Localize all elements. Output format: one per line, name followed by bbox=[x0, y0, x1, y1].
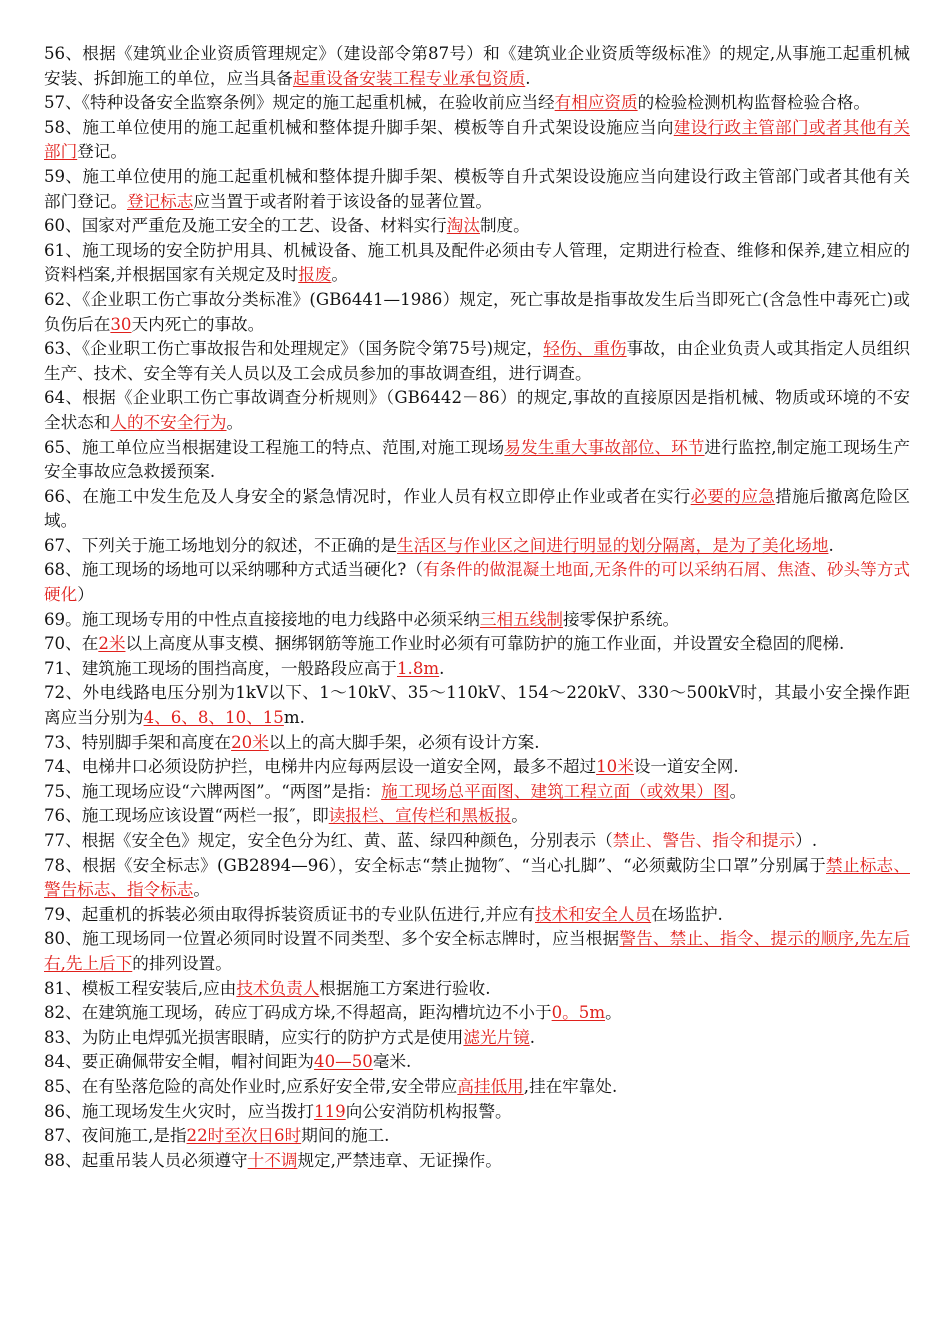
question-text: 的检验检测机构监督检验合格。 bbox=[637, 93, 870, 113]
question-text: 根据施工方案进行验收. bbox=[319, 978, 491, 998]
question-text: 。 bbox=[193, 880, 210, 900]
question-item bbox=[44, 337, 910, 386]
question-item bbox=[44, 977, 910, 1002]
answer-text: 30 bbox=[110, 314, 132, 334]
answer-text: 20米 bbox=[231, 732, 269, 752]
question-text: 进行监控,制定施工现场生产安全事故应急救援预案. bbox=[44, 437, 911, 482]
question-item bbox=[44, 927, 910, 976]
answer-text: 禁止、警告、指令和提示 bbox=[612, 831, 796, 850]
question-text: 。 bbox=[331, 265, 348, 285]
question-text: . bbox=[525, 68, 531, 88]
question-item bbox=[44, 165, 910, 214]
answer-text: 40—50 bbox=[314, 1052, 373, 1072]
answer-text: 技术负责人 bbox=[236, 978, 320, 998]
question-text: 。 bbox=[729, 781, 747, 801]
answer-text: 淘汰 bbox=[446, 216, 480, 236]
question-item bbox=[44, 731, 910, 756]
question-text: 79、起重机的拆装必须由取得拆装资质证书的专业队伍进行,并应有 bbox=[44, 904, 536, 924]
question-item bbox=[44, 42, 910, 91]
answer-text: 建设行政主管部门或者其他有关部门 bbox=[44, 117, 910, 162]
question-text: 60、国家对严重危及施工安全的工艺、设备、材料实行 bbox=[44, 216, 447, 236]
question-text: 86、施工现场发生火灾时，应当拨打 bbox=[44, 1101, 315, 1121]
answer-text: 报废 bbox=[298, 265, 332, 285]
answer-text: 10米 bbox=[596, 757, 634, 777]
question-item bbox=[44, 436, 910, 485]
question-item bbox=[44, 288, 910, 337]
question-item bbox=[44, 558, 910, 607]
question-text: 73、特别脚手架和高度在 bbox=[44, 732, 232, 752]
question-text: 66、在施工中发生危及人身安全的紧急情况时，作业人员有权立即停止作业或者在实行 bbox=[44, 486, 691, 506]
question-text: 71、建筑施工现场的围挡高度，一般路段应高于 bbox=[44, 658, 397, 678]
question-text: 75、施工现场应设“六牌两图”。“两图”是指： bbox=[44, 781, 382, 801]
answer-text: 必要的应急 bbox=[690, 486, 776, 506]
question-text: 向公安消防机构报警。 bbox=[345, 1101, 512, 1121]
question-item bbox=[44, 1075, 910, 1100]
question-item bbox=[44, 804, 910, 829]
question-text: 88、起重吊装人员必须遵守 bbox=[44, 1150, 248, 1170]
question-text: 。 bbox=[226, 412, 244, 432]
answer-text: 生活区与作业区之间进行明显的划分隔离，是为了美化场地 bbox=[397, 535, 829, 555]
answer-text: 人的不安全行为 bbox=[110, 412, 227, 432]
question-text: 天内死亡的事故。 bbox=[131, 314, 265, 334]
answer-text: 22时至次日6时 bbox=[186, 1126, 302, 1146]
question-text: 63、《企业职工伤亡事故报告和处理规定》（国务院令第75号)规定， bbox=[44, 339, 544, 359]
question-text: . bbox=[439, 658, 445, 678]
question-item bbox=[44, 1026, 910, 1051]
answer-text: 有条件的做混凝土地面,无条件的可以采纳石屑、焦渣、砂头等方式硬化 bbox=[44, 560, 910, 605]
question-item bbox=[44, 829, 910, 854]
question-text: 登记。 bbox=[77, 142, 127, 162]
question-item bbox=[44, 1149, 910, 1174]
question-text: 67、下列关于施工场地划分的叙述，不正确的是 bbox=[44, 535, 397, 555]
question-text: 72、外电线路电压分别为1kV以下、1～10kV、35～110kV、154～220kV、330～500kV时，其最小安全操作距离应当分别为 bbox=[44, 683, 910, 728]
question-text: 58、施工单位使用的施工起重机械和整体提升脚手架、模板等自升式架设设施应当向 bbox=[44, 117, 674, 137]
answer-text: 0。5m bbox=[551, 1003, 606, 1023]
question-text: 期间的施工. bbox=[301, 1126, 390, 1146]
question-item bbox=[44, 214, 910, 239]
question-text: 85、在有坠落危险的高处作业时,应系好安全带,安全带应 bbox=[44, 1076, 458, 1096]
answer-text: 三相五线制 bbox=[479, 609, 563, 629]
question-text: 应当置于或者附着于该设备的显著位置。 bbox=[193, 191, 493, 211]
answer-text: 易发生重大事故部位、环节 bbox=[504, 437, 705, 457]
question-item bbox=[44, 1001, 910, 1026]
question-item bbox=[44, 1124, 910, 1149]
question-text: 56、根据《建筑业企业资质管理规定》（建设部令第87号）和《建筑业企业资质等级标准》的规定,从事施工起重机械安装、拆卸施工的单位，应当具备 bbox=[44, 44, 910, 88]
question-item bbox=[44, 608, 910, 633]
question-text: 83、为防止电焊弧光损害眼睛，应实行的防护方式是使用 bbox=[44, 1027, 464, 1047]
question-item bbox=[44, 91, 910, 116]
question-text: 65、施工单位应当根据建设工程施工的特点、范围,对施工现场 bbox=[44, 437, 505, 457]
question-text: 81、模板工程安装后,应由 bbox=[44, 978, 237, 998]
question-text: ）. bbox=[795, 831, 818, 850]
question-item bbox=[44, 681, 910, 730]
question-item bbox=[44, 1050, 910, 1075]
answer-text: 登记标志 bbox=[126, 191, 194, 211]
question-text: . bbox=[828, 535, 834, 555]
question-text: 69。施工现场专用的中性点直接接地的电力线路中必须采纳 bbox=[44, 609, 480, 629]
question-text: 设一道安全网. bbox=[633, 757, 739, 777]
question-text: ） bbox=[77, 585, 94, 605]
question-text: 59、施工单位使用的施工起重机械和整体提升脚手架、模板等自升式架设设施应当向建设行政主管部门或者其他有关部门登记。 bbox=[44, 166, 910, 211]
answer-text: 2米 bbox=[98, 634, 126, 654]
answer-text: 施工现场总平面图、建筑工程立面（或效果）图 bbox=[381, 781, 730, 801]
question-item bbox=[44, 854, 910, 903]
answer-text: 禁止标志、警告标志、指令标志 bbox=[44, 855, 910, 900]
question-list bbox=[44, 42, 910, 1173]
answer-text: 有相应资质 bbox=[554, 93, 638, 113]
question-text: 61、施工现场的安全防护用具、机械设备、施工机具及配件必须由专人管理，定期进行检查、维修和保养,建立相应的资料档案,并根据国家有关规定及时 bbox=[44, 240, 910, 285]
answer-text: 警告、禁止、指令、提示的顺序,先左后右,先上后下 bbox=[44, 929, 910, 973]
question-text: 80、施工现场同一位置必须同时设置不同类型、多个安全标志牌时，应当根据 bbox=[44, 929, 620, 949]
question-item bbox=[44, 1100, 910, 1125]
question-item bbox=[44, 485, 910, 534]
answer-text: 技术和安全人员 bbox=[535, 904, 652, 924]
question-text: 57、《特种设备安全监察条例》规定的施工起重机械，在验收前应当经 bbox=[44, 93, 555, 113]
answer-text: 轻伤、重伤 bbox=[543, 339, 627, 359]
question-text: 毫米. bbox=[372, 1052, 412, 1072]
answer-text: 高挂低用 bbox=[457, 1076, 524, 1096]
answer-text: 起重设备安装工程专业承包资质 bbox=[292, 68, 526, 88]
question-item bbox=[44, 632, 910, 657]
question-item bbox=[44, 657, 910, 682]
question-text: 事故，由企业负责人或其指定人员组织生产、技术、安全等有关人员以及工会成员参加的事故调查组，进行调查。 bbox=[44, 339, 910, 383]
question-item bbox=[44, 116, 910, 165]
question-text: 78、根据《安全标志》(GB2894—96），安全标志“禁止抛物″、“当心扎脚”、“必须戴防尘口罩”分别属于 bbox=[44, 855, 826, 875]
question-item bbox=[44, 903, 910, 928]
question-text: 。 bbox=[511, 806, 528, 826]
answer-text: 4、6、8、10、15 bbox=[143, 708, 284, 728]
question-text: ,挂在牢靠处. bbox=[523, 1076, 618, 1096]
question-text: 87、夜间施工,是指 bbox=[44, 1126, 187, 1146]
answer-text: 读报栏、宣传栏和黑板报 bbox=[328, 806, 512, 826]
question-text: 84、要正确佩带安全帽，帽衬间距为 bbox=[44, 1052, 315, 1072]
question-text: 。 bbox=[605, 1003, 622, 1023]
answer-text: 1.8m bbox=[397, 658, 440, 678]
question-text: 70、在 bbox=[44, 634, 99, 654]
question-text: 62、《企业职工伤亡事故分类标准》(GB6441—1986）规定，死亡事故是指事故发生后当即死亡(含急性中毒死亡)或负伤后在 bbox=[44, 289, 910, 334]
question-text: 制度。 bbox=[479, 216, 530, 236]
question-text: 接零保护系统。 bbox=[562, 609, 680, 629]
question-item bbox=[44, 239, 910, 288]
question-text: 77、根据《安全色》规定，安全色分为红、黄、蓝、绿四种颜色，分别表示（ bbox=[44, 831, 613, 850]
question-text: . bbox=[529, 1027, 536, 1047]
question-item bbox=[44, 755, 910, 780]
answer-text: 119 bbox=[314, 1101, 346, 1121]
question-text: 以上高度从事支模、捆绑钢筋等施工作业时必须有可靠防护的施工作业面，并设置安全稳固的爬梯. bbox=[125, 634, 845, 654]
question-item bbox=[44, 386, 910, 435]
question-text: 的排列设置。 bbox=[132, 953, 232, 973]
question-text: 措施后撤离危险区域。 bbox=[44, 486, 911, 531]
question-item bbox=[44, 534, 910, 559]
question-text: 82、在建筑施工现场，砖应丁码成方垛,不得超高，距沟槽坑边不小于 bbox=[44, 1003, 552, 1023]
question-text: 74、电梯井口必须设防护拦，电梯井内应每两层设一道安全网，最多不超过 bbox=[44, 757, 597, 777]
answer-text: 滤光片镜 bbox=[463, 1027, 530, 1047]
answer-text: 十不调 bbox=[247, 1150, 298, 1170]
question-item bbox=[44, 780, 910, 805]
question-text: 以上的高大脚手架，必须有设计方案. bbox=[268, 732, 540, 752]
question-text: 64、根据《企业职工伤亡事故调查分析规则》（GB6442－86）的规定,事故的直接原因是指机械、物质或环境的不安全状态和 bbox=[44, 388, 910, 432]
question-text: 在场监护. bbox=[651, 904, 723, 924]
question-text: 规定,严禁违章、无证操作。 bbox=[297, 1150, 502, 1170]
question-text: 68、施工现场的场地可以采纳哪种方式适当硬化?（ bbox=[44, 560, 423, 580]
question-text: m. bbox=[283, 708, 305, 728]
question-text: 76、施工现场应该设置“两栏一报″，即 bbox=[44, 806, 329, 826]
